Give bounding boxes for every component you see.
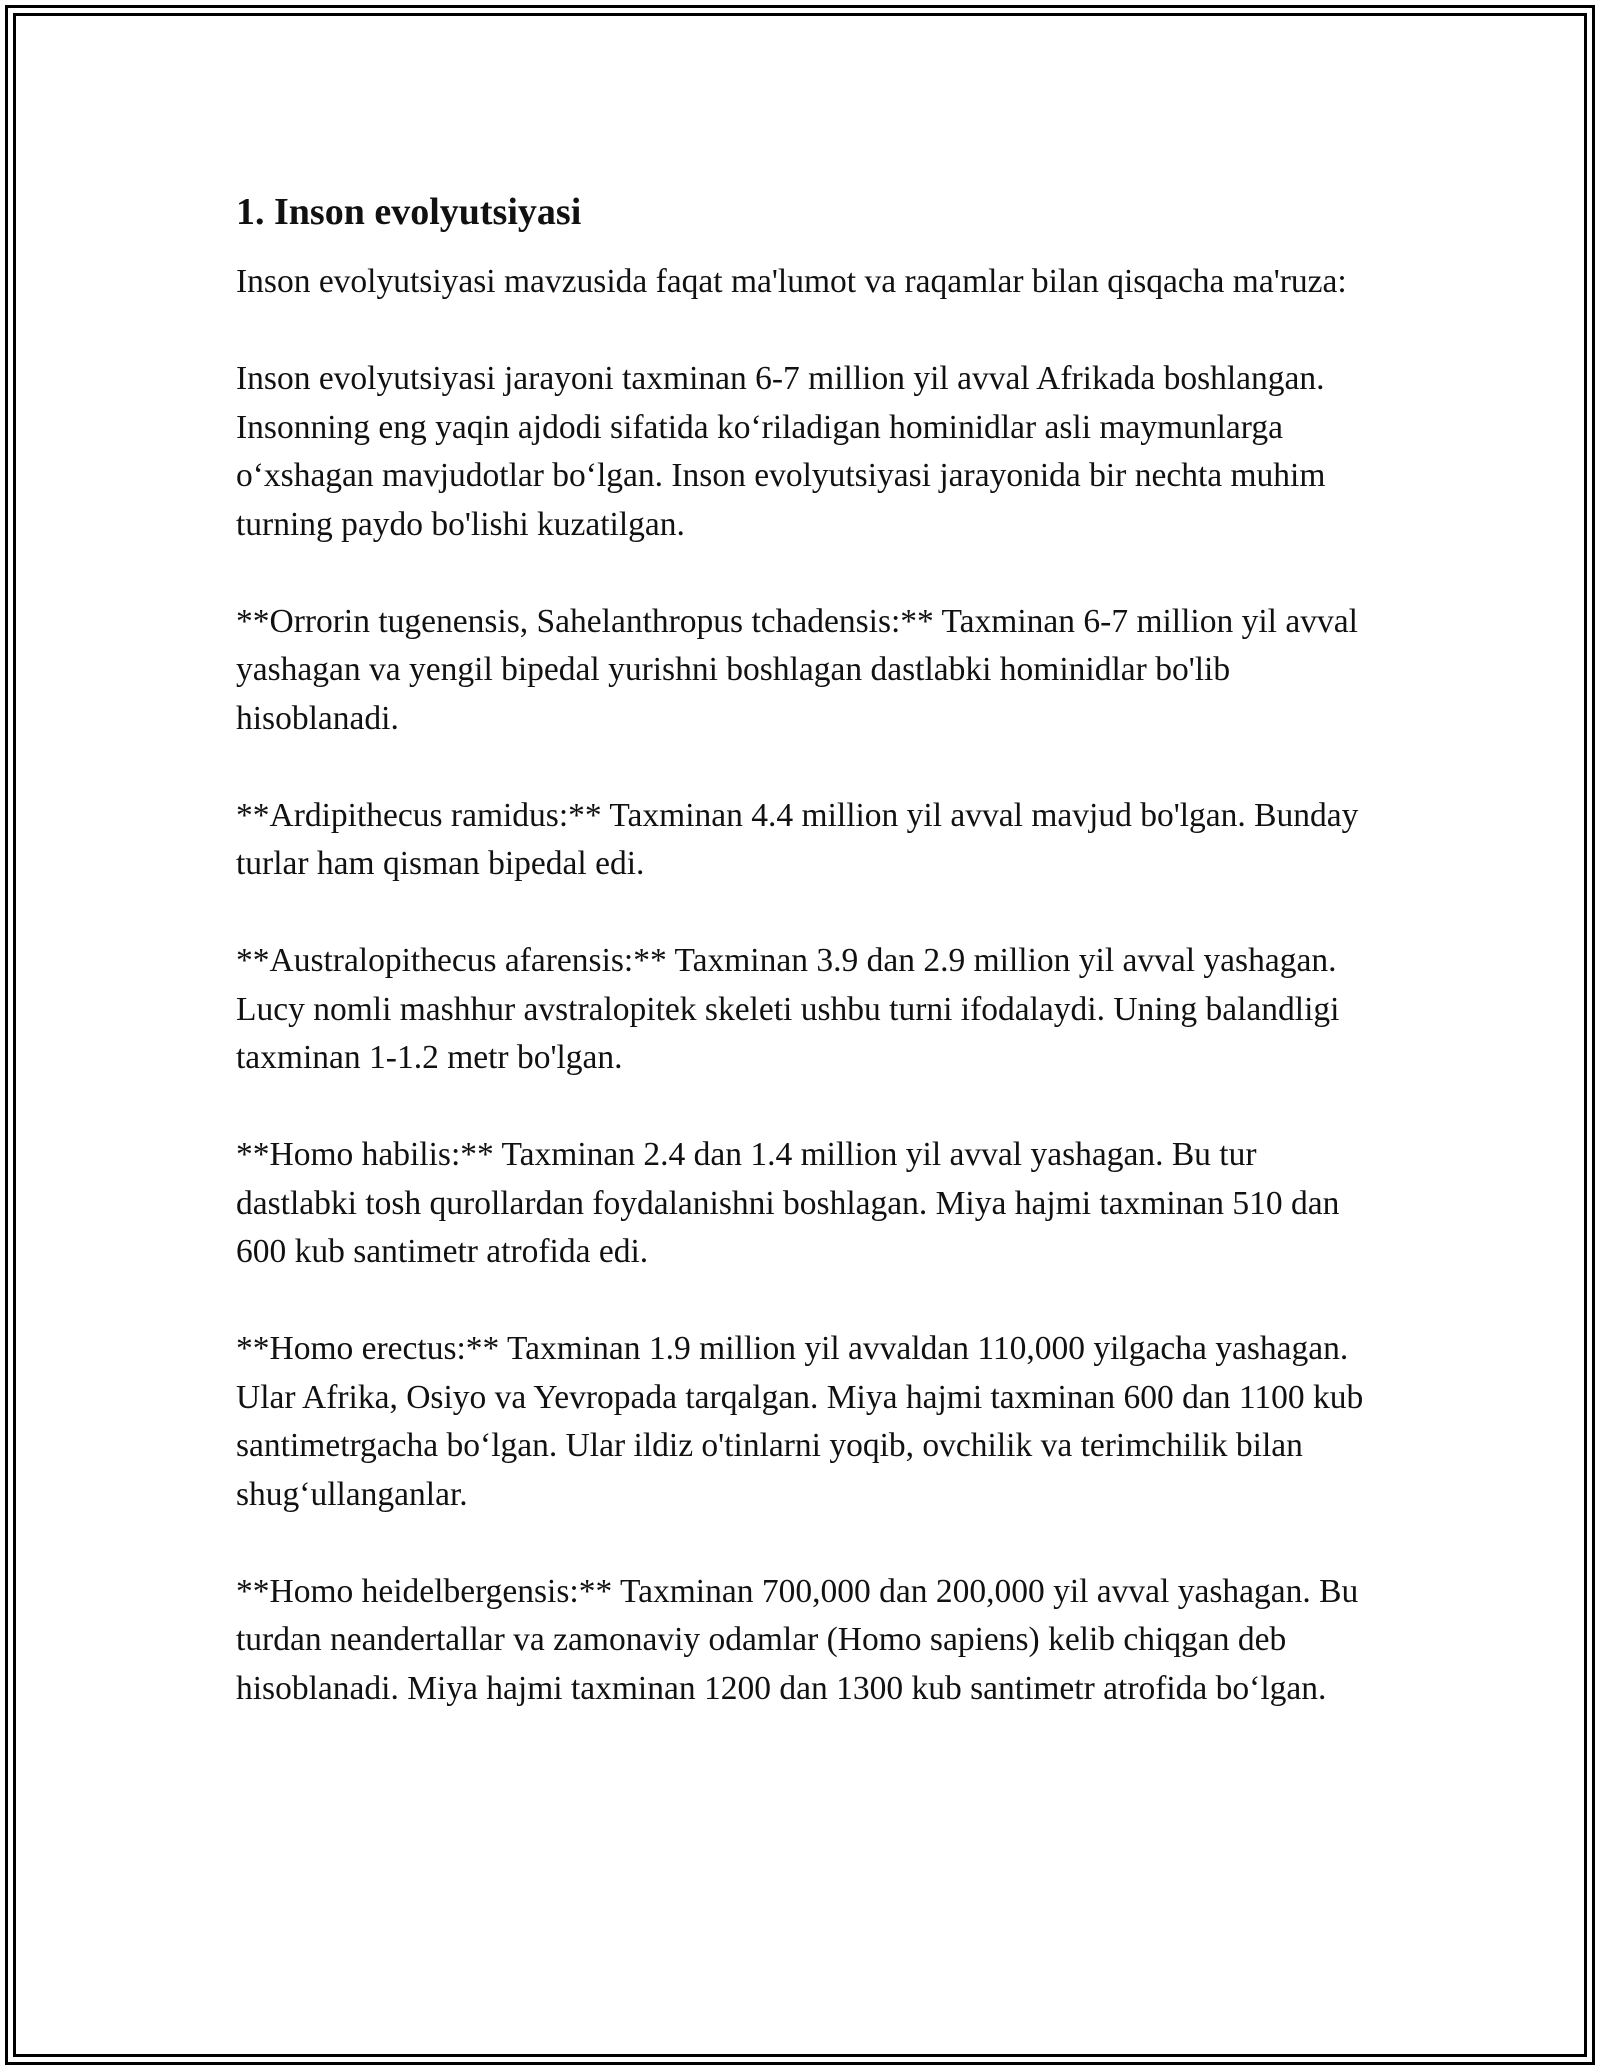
overview-paragraph: Inson evolyutsiyasi jarayoni taxminan 6-7 million yil avval Afrikada boshlangan. Insonning eng yaqin ajdodi sifatida koʻriladigan hominidlar asli maymunlarga oʻxshagan mavjudotlar boʻlgan. Inson evolyutsiyasi jarayonida bir nechta muhim turning paydo bo'lishi kuzatilgan. [236, 360, 1326, 543]
intro-paragraph: Inson evolyutsiyasi mavzusida faqat ma'lumot va raqamlar bilan qisqacha ma'ruza: [236, 263, 1347, 300]
species-paragraph-orrorin: **Orrorin tugenensis, Sahelanthropus tchadensis:** Taxminan 6-7 million yil avval yashagan va yengil bipedal yurishni boshlagan dastlabki hominidlar bo'lib hisoblanadi. [236, 602, 1358, 737]
species-paragraph-homo-heidelbergensis: **Homo heidelbergensis:** Taxminan 700,000 dan 200,000 yil avval yashagan. Bu turdan neandertallar va zamonaviy odamlar (Homo sapiens) kelib chiqgan deb hisoblanadi. Miya hajmi taxminan 1200 dan 1300 kub santimetr atrofida boʻlgan. [236, 1572, 1359, 1707]
species-paragraph-ardipithecus: **Ardipithecus ramidus:** Taxminan 4.4 million yil avval mavjud bo'lgan. Bunday turlar ham qisman bipedal edi. [236, 796, 1359, 882]
document-body [236, 188, 1366, 1762]
species-paragraph-australopithecus: **Australopithecus afarensis:** Taxminan 3.9 dan 2.9 million yil avval yashagan. Lucy nomli mashhur avstralopitek skeleti ushbu turni ifodalaydi. Uning balandligi taxminan 1-1.2 metr bo'lgan. [236, 942, 1340, 1076]
section-heading: 1. Inson evolyutsiyasi [236, 191, 582, 233]
species-paragraph-homo-erectus: **Homo erectus:** Taxminan 1.9 million yil avvaldan 110,000 yilgacha yashagan. Ular Afrika, Osiyo va Yevropada tarqalgan. Miya hajmi taxminan 600 dan 1100 kub santimetrgacha boʻlgan. Ular ildiz o'tinlarni yoqib, ovchilik va terimchilik bilan shugʻullanganlar. [236, 1330, 1364, 1513]
species-paragraph-homo-habilis: **Homo habilis:** Taxminan 2.4 dan 1.4 million yil avval yashagan. Bu tur dastlabki tosh qurollardan foydalanishni boshlagan. Miya hajmi taxminan 510 dan 600 kub santimetr atrofida edi. [236, 1136, 1340, 1270]
